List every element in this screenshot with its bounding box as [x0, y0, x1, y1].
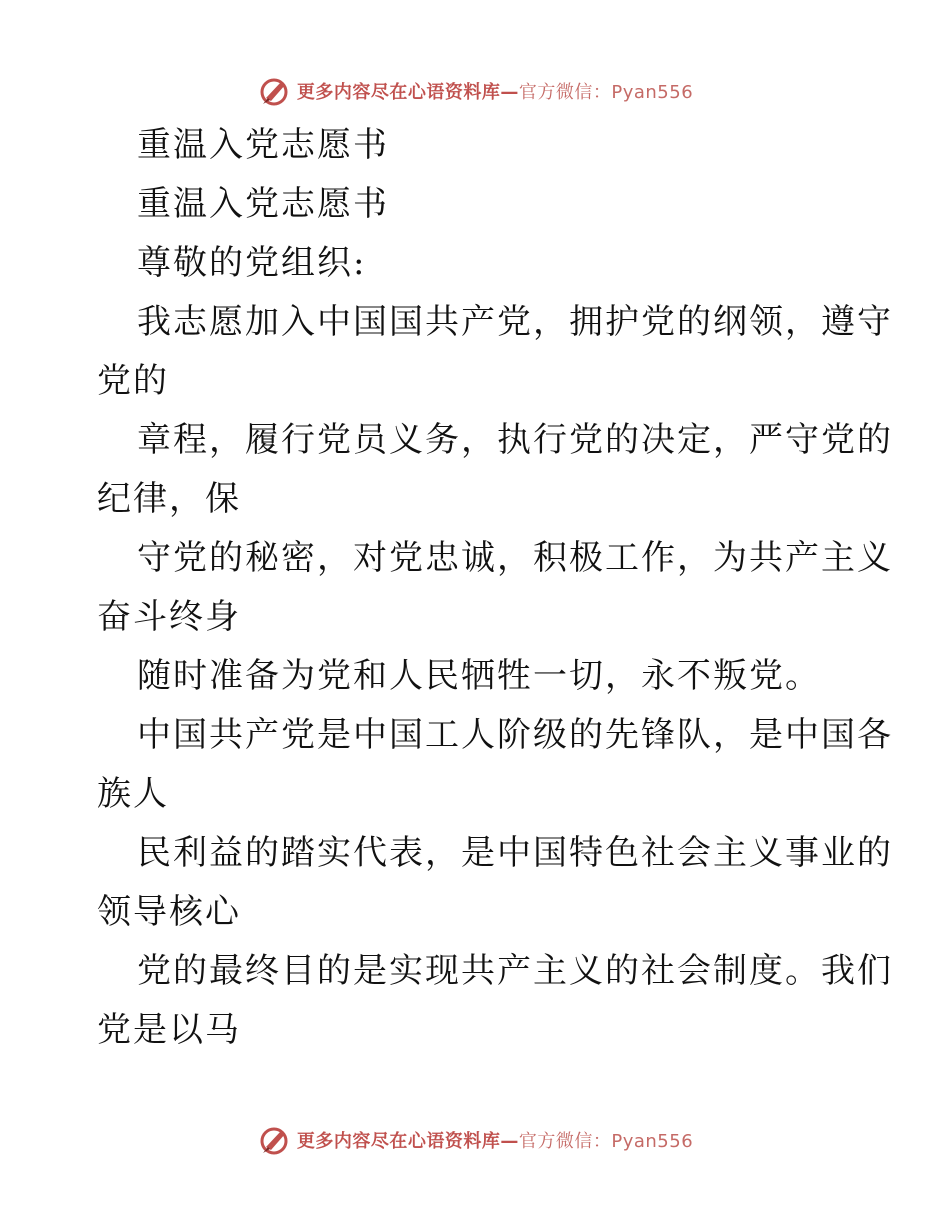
pen-nib-logo-icon [257, 74, 291, 108]
text-line: 纪律，保 [97, 479, 241, 519]
watermark-wechat: 官方微信：Pyan556 [518, 1131, 694, 1152]
text-line: 章程，履行党员义务，执行党的决定，严守党的 [137, 420, 893, 460]
document-body [97, 116, 893, 1060]
watermark-text [297, 1127, 693, 1153]
text-line: 我志愿加入中国国共产党，拥护党的纲领，遵守 [137, 302, 893, 342]
pen-nib-logo-icon [257, 1123, 291, 1157]
text-line: 族人 [97, 774, 169, 814]
header-watermark [0, 71, 950, 111]
text-line: 守党的秘密，对党忠诚，积极工作，为共产主义 [137, 538, 893, 578]
watermark-dash: — [500, 1131, 519, 1152]
watermark-wechat: 官方微信：Pyan556 [518, 82, 694, 103]
watermark-main: 更多内容尽在心语资料库 [296, 1131, 501, 1152]
footer-watermark [0, 1120, 950, 1160]
text-line: 重温入党志愿书 [137, 125, 389, 165]
watermark-dash: — [500, 82, 519, 103]
text-line: 党是以马 [97, 1010, 241, 1050]
text-line: 随时准备为党和人民牺牲一切，永不叛党。 [137, 656, 821, 696]
watermark-text [297, 78, 693, 104]
watermark-main: 更多内容尽在心语资料库 [296, 82, 501, 103]
text-line: 民利益的踏实代表，是中国特色社会主义事业的 [137, 833, 893, 873]
text-line: 奋斗终身 [97, 597, 241, 637]
text-line: 党的最终目的是实现共产主义的社会制度。我们 [137, 951, 893, 991]
text-line: 中国共产党是中国工人阶级的先锋队，是中国各 [137, 715, 893, 755]
text-line: 党的 [97, 361, 169, 401]
text-line: 重温入党志愿书 [137, 184, 389, 224]
text-line: 领导核心 [97, 892, 241, 932]
text-line: 尊敬的党组织: [137, 243, 367, 283]
